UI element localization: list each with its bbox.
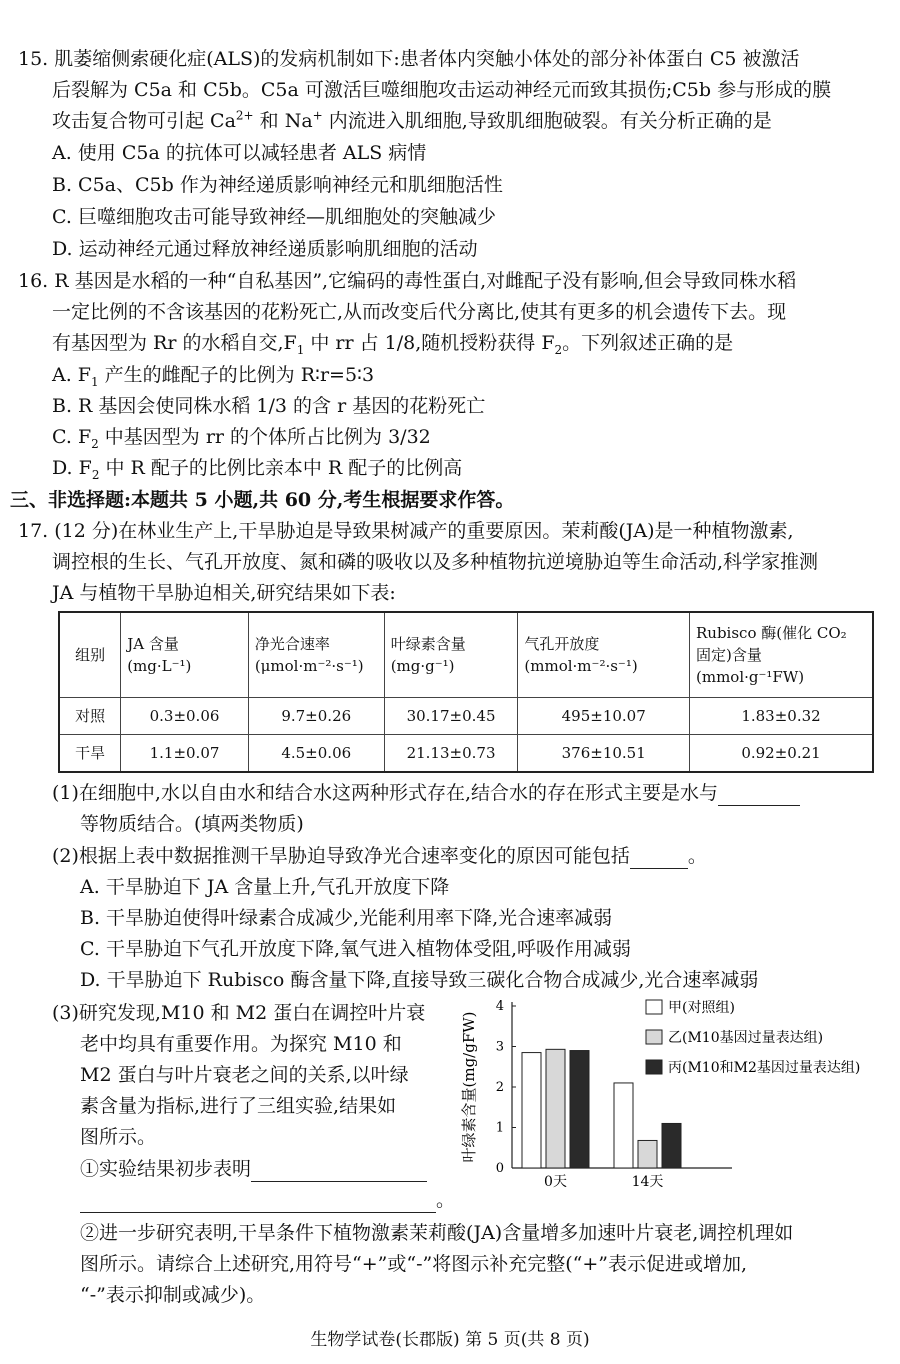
table-cell: 495±10.07 (518, 698, 690, 735)
bar (522, 1053, 541, 1168)
q15-line-1: 15. 肌萎缩侧索硬化症(ALS)的发病机制如下:患者体内突触小体处的部分补体蛋白 C5 被激活 (18, 48, 800, 70)
bar (614, 1083, 633, 1168)
q17-part3-question-1: ①实验结果初步表明 (80, 1156, 427, 1182)
q16-option-a: A. $F_1$ 产生的雌配子的比例为 R∶r=5∶3 (52, 364, 375, 389)
table-header-cell: 净光合速率(μmol·m⁻²·s⁻¹) (248, 612, 384, 698)
table-header-row (59, 612, 873, 698)
q17-part3-line-1: (3)研究发现,M10 和 M2 蛋白在调控叶片衰 (52, 1002, 426, 1024)
table-header-cell: JA 含量(mg·L⁻¹) (121, 612, 249, 698)
bar (546, 1049, 565, 1168)
table-row (59, 698, 873, 735)
q17-line-2: 调控根的生长、气孔开放度、氮和磷的吸收以及多种植物抗逆境胁迫等生命活动,科学家推测 (52, 551, 819, 573)
bar (638, 1140, 657, 1168)
legend-swatch (646, 1000, 662, 1014)
results-table (58, 611, 874, 773)
q17-part3-line-5: 图所示。 (80, 1126, 157, 1148)
q17-line-3: JA 与植物干旱胁迫相关,研究结果如下表: (52, 582, 396, 604)
y-tick-label: 3 (495, 1039, 504, 1055)
table-header-cell: 叶绿素含量(mg·g⁻¹) (384, 612, 518, 698)
table-cell: 0.92±0.21 (690, 735, 874, 773)
answer-blank[interactable] (630, 848, 688, 869)
q17-part2-option-b: B. 干旱胁迫使得叶绿素合成减少,光能利用率下降,光合速率减弱 (80, 907, 613, 929)
q15-option-d: D. 运动神经元通过释放神经递质影响肌细胞的活动 (52, 238, 478, 260)
answer-blank[interactable] (251, 1161, 427, 1182)
q16-line-1: 16. R 基因是水稻的一种“自私基因”,它编码的毒性蛋白,对雌配子没有影响,但会导致同株水稻 (18, 270, 797, 292)
chlorophyll-bar-chart (456, 994, 896, 1194)
q15-line-3: 攻击复合物可引起 $Ca^{2+}$ 和 Na+ 内流进入肌细胞,导致肌细胞破裂。有关分析正确的是 (52, 108, 772, 132)
table-cell: 干旱 (59, 735, 121, 773)
table-cell: 1.83±0.32 (690, 698, 874, 735)
q17-part2-line-1: (2)根据上表中数据推测干旱胁迫导致净光合速率变化的原因可能包括 。 (52, 845, 707, 867)
y-tick-label: 2 (495, 1080, 504, 1095)
x-tick-label: 14天 (631, 1174, 664, 1190)
q17-part3-question-1-cont: 。 (80, 1187, 455, 1213)
q17-part3-line-2: 老中均具有重要作用。为探究 M10 和 (80, 1033, 402, 1055)
q17-part2-option-d: D. 干旱胁迫下 Rubisco 酶含量下降,直接导致三碳化合物合成减少,光合速率减弱 (80, 969, 759, 991)
q17-part3-question-2-line-3: “-”表示抑制或减少)。 (80, 1284, 266, 1306)
q15-option-c: C. 巨噬细胞攻击可能导致神经—肌细胞处的突触减少 (52, 206, 496, 228)
legend-label: 甲(对照组) (668, 1000, 735, 1016)
table-cell: 1.1±0.07 (121, 735, 249, 773)
q16-option-b: B. R 基因会使同株水稻 1/3 的含 r 基因的花粉死亡 (52, 395, 486, 417)
table-header-cell: 组别 (59, 612, 121, 698)
q15-option-a: A. 使用 C5a 的抗体可以减轻患者 ALS 病情 (52, 142, 427, 164)
table-cell: 对照 (59, 698, 121, 735)
table-cell: 21.13±0.73 (384, 735, 518, 773)
y-tick-label: 1 (495, 1120, 504, 1136)
q16-option-c: C. $F_2$ 中基因型为 rr 的个体所占比例为 3/32 (52, 426, 431, 451)
q17-part3-question-2-line-2: 图所示。请综合上述研究,用符号“+”或“-”将图示补充完整(“+”表示促进或增加, (80, 1253, 748, 1275)
legend-swatch (646, 1060, 662, 1074)
q16-option-d: D. $F_2$ 中 R 配子的比例比亲本中 R 配子的比例高 (52, 457, 463, 482)
y-axis-label: 叶绿素含量(mg/gFW) (460, 1011, 478, 1163)
table-cell: 376±10.51 (518, 735, 690, 773)
q17-part2-option-a: A. 干旱胁迫下 JA 含量上升,气孔开放度下降 (80, 876, 450, 898)
legend-label: 乙(M10基因过量表达组) (668, 1030, 824, 1046)
table-cell: 4.5±0.06 (248, 735, 384, 773)
q16-line-2: 一定比例的不含该基因的花粉死亡,从而改变后代分离比,使其有更多的机会遗传下去。现 (52, 301, 787, 323)
q17-part1-line-2: 等物质结合。(填两类物质) (80, 813, 304, 835)
bar (570, 1051, 589, 1168)
bar (662, 1123, 681, 1168)
y-tick-label: 4 (495, 999, 504, 1014)
table-cell: 30.17±0.45 (384, 698, 518, 735)
page-footer: 生物学试卷(长郡版) 第 5 页(共 8 页) (310, 1330, 590, 1350)
x-tick-label: 0天 (544, 1174, 567, 1190)
table-header-cell: 气孔开放度(mmol·m⁻²·s⁻¹) (518, 612, 690, 698)
q16-line-3: 有基因型为 Rr 的水稻自交$,F_1$ 中 rr 占 1/8,随机授粉获得 $F_2$。下列叙述正确的是 (52, 332, 734, 357)
q17-line-1: 17. (12 分)在林业生产上,干旱胁迫是导致果树减产的重要原因。茉莉酸(JA)是一种植物激素, (18, 520, 794, 542)
q15-line-2: 后裂解为 C5a 和 C5b。C5a 可激活巨噬细胞攻击运动神经元而致其损伤;C5b 参与形成的膜 (52, 79, 832, 101)
table-cell: 9.7±0.26 (248, 698, 384, 735)
legend-label: 丙(M10和M2基因过量表达组) (668, 1060, 861, 1076)
table-row (59, 735, 873, 773)
answer-blank[interactable] (80, 1192, 436, 1213)
q17-part3-line-4: 素含量为指标,进行了三组实验,结果如 (80, 1095, 397, 1117)
answer-blank[interactable] (718, 785, 800, 806)
legend-swatch (646, 1030, 662, 1044)
table-header-cell: Rubisco 酶(催化 CO₂ 固定)含量(mmol·g⁻¹FW) (690, 612, 874, 698)
q15-option-b: B. C5a、C5b 作为神经递质影响神经元和肌细胞活性 (52, 174, 503, 196)
section-heading: 三、非选择题:本题共 5 小题,共 60 分,考生根据要求作答。 (10, 489, 515, 511)
table-cell: 0.3±0.06 (121, 698, 249, 735)
y-tick-label: 0 (495, 1161, 504, 1176)
q17-part3-line-3: M2 蛋白与叶片衰老之间的关系,以叶绿 (80, 1064, 409, 1086)
q17-part1-line-1: (1)在细胞中,水以自由水和结合水这两种形式存在,结合水的存在形式主要是水与 (52, 780, 800, 806)
q17-part3-question-2-line-1: ②进一步研究表明,干旱条件下植物激素茉莉酸(JA)含量增多加速叶片衰老,调控机理如 (80, 1222, 794, 1244)
q17-part2-option-c: C. 干旱胁迫下气孔开放度下降,氧气进入植物体受阻,呼吸作用减弱 (80, 938, 632, 960)
